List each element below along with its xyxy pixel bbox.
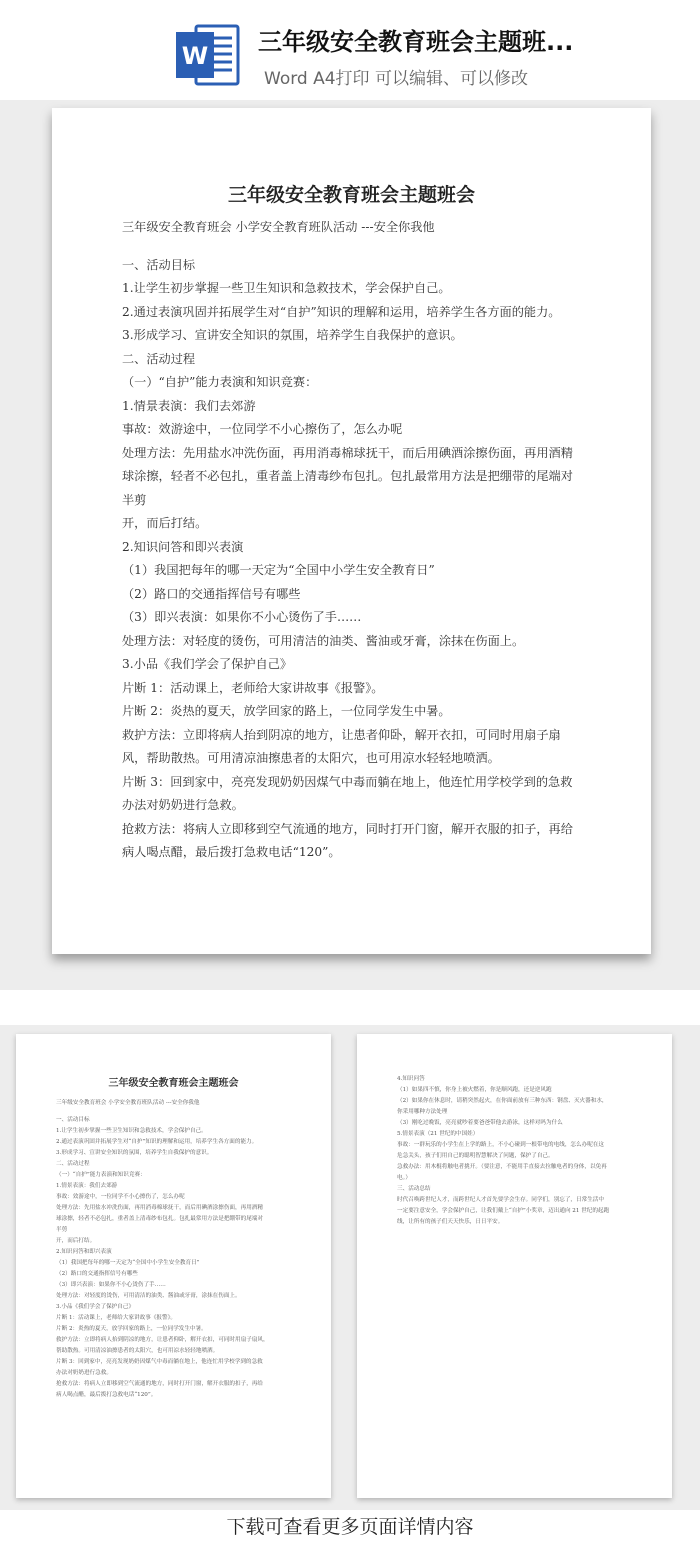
thumb-line: 2.知识问答和即兴表演	[56, 1249, 112, 1255]
thumb-line: 3.形成学习、宣讲安全知识的氛围，培养学生自我保护的意识。	[56, 1150, 213, 1156]
thumb-line: 抢救方法：将病人立即移到空气流通的地方，同时打开门窗，解开衣服的扣子，再给	[56, 1381, 263, 1387]
thumb-line: （3）即兴表演：如果你不小心烫伤了手……	[56, 1282, 166, 1288]
thumb-line: 一定要注意安全，学会保护自己，让我们戴上“自护”小奖章，迈出通向 21 世纪的起跑	[397, 1208, 610, 1214]
thumb-line: 片断 1：活动课上，老师给大家讲故事《报警》。	[56, 1315, 177, 1321]
thumb-body	[397, 1074, 637, 1228]
word-doc-icon	[174, 22, 240, 88]
thumbnail-page-2[interactable]	[357, 1034, 672, 1498]
doc-line: 2.通过表演巩固并拓展学生对“自护”知识的理解和运用，培养学生各方面的能力。	[122, 304, 561, 319]
doc-line: 处理方法：对轻度的烫伤，可用清洁的油类、酱油或牙膏，涂抹在伤面上。	[122, 633, 525, 648]
thumb-line: 半剪	[56, 1227, 68, 1233]
doc-line: 片断 1：活动课上，老师给大家讲故事《报警》。	[122, 680, 384, 695]
thumb-line: （1）如果四不慎，你身上被火燃着，你是顺风跑，还是逆风跑	[397, 1087, 552, 1093]
thumb-line: 二、活动过程	[56, 1161, 90, 1167]
thumb-line: 1.让学生初步掌握一些卫生知识和急救技术，学会保护自己。	[56, 1128, 207, 1134]
download-more-text[interactable]: 下载可查看更多页面详情内容	[0, 1510, 700, 1557]
thumb-line: （2）如果你在休息时，请稍突然起火，在你面前放有三种东西：钢盘、灭火器和水，	[397, 1098, 608, 1104]
doc-line: 处理方法：先用盐水冲洗伤面，再用消毒棉球抚干，而后用碘酒涂擦伤面，再用酒精球涂擦，轻者不必包扎，重者盖上清毒纱布包扎。包扎最常用方法是把绷带的尾端对半剪	[122, 445, 573, 507]
thumb-line: 危急关头，孩子们用自己的聪明智慧解决了问题，保护了自己。	[397, 1153, 554, 1159]
thumb-line: （1）我国把每年的哪一天定为“全国中小学生安全教育日”	[56, 1260, 200, 1266]
thumb-line: 三年级安全教育班会 小学安全教育班队活动 ---安全你我他	[56, 1100, 200, 1106]
doc-line: 开，而后打结。	[122, 516, 208, 530]
thumb-line: （2）路口的交通指挥信号有哪些	[56, 1271, 138, 1277]
doc-line: 抢救方法：将病人立即移到空气流通的地方，同时打开门窗，解开衣服的扣子，再给病人喝点醋，最后拨打急救电话“120”。	[122, 821, 573, 859]
thumb-line: 办法对奶奶进行急救。	[56, 1370, 112, 1376]
thumb-line: （一）“自护”能力表演和知识竞赛：	[56, 1172, 146, 1178]
thumb-line: 片断 3：回到家中，亮亮发现奶奶因煤气中毒而躺在地上，他连忙用学校学到的急救	[56, 1359, 263, 1365]
header	[0, 0, 700, 100]
page-subtitle: Word A4打印 可以编辑、可以修改	[264, 69, 528, 89]
thumb-line: 1.情景表演：我们去郊游	[56, 1183, 118, 1189]
doc-line: （3）即兴表演：如果你不小心烫伤了手……	[122, 610, 362, 624]
thumb-title: 三年级安全教育班会主题班会	[108, 1078, 239, 1089]
doc-line: 片断 2：炎热的夏天，放学回家的路上，一位同学发生中暑。	[122, 704, 451, 718]
thumb-line: 三、活动总结	[397, 1186, 431, 1192]
doc-line: （1）我国把每年的哪一天定为“全国中小学生安全教育日”	[122, 563, 435, 577]
thumb-body	[56, 1098, 296, 1401]
separator	[0, 990, 700, 1025]
thumb-line: 5.情景表演（21 世纪的中国娃）	[397, 1131, 479, 1137]
thumb-line: 片断 2：炎热的夏天，放学回家的路上，一位同学发生中暑。	[56, 1326, 207, 1332]
thumbnail-page-1[interactable]	[16, 1034, 331, 1498]
doc-line: 二、活动过程	[122, 351, 196, 366]
doc-line: 1.情景表演：我们去郊游	[122, 398, 256, 413]
thumb-line: 电。）	[397, 1175, 411, 1181]
doc-line: 事故：效游途中，一位同学不小心擦伤了，怎么办呢	[122, 422, 403, 436]
thumb-line: 急救办法：用木棍将触电者挑开。（要注意，不能用手直接去拉触电者的身体，以免再	[397, 1164, 607, 1170]
doc-line: （一）“自护”能力表演和知识竞赛：	[122, 375, 318, 389]
page-title: 三年级安全教育班会主题班...	[258, 28, 574, 56]
doc-line: 一、活动目标	[122, 257, 196, 272]
thumb-line: 你采用哪种方法处理	[397, 1109, 448, 1115]
thumb-line: 帮助散热。可用清凉油擦患者的太阳穴，也可用凉水轻轻地喷洒。	[56, 1348, 219, 1354]
doc-line: 3.小品《我们学会了保护自己》	[122, 657, 293, 671]
thumb-line: 处理方法：对轻度的烫伤，可用清洁的油类、酱油或牙膏，涂抹在伤面上。	[56, 1293, 241, 1299]
thumb-line: 病人喝点醋，最后拨打急救电话“120”。	[56, 1392, 157, 1398]
doc-line: 救护方法：立即将病人抬到阴凉的地方，让患者仰卧，解开衣扣，可同时用扇子扇风，帮助散热。可用清凉油擦患者的太阳穴，也可用凉水轻轻地喷洒。	[122, 727, 561, 765]
thumb-line: 3.小品《我们学会了保护自己》	[56, 1304, 135, 1310]
thumb-line: 时代召唤跨世纪人才，而跨世纪人才首先要学会生存。同学们，别忘了，日常生活中	[397, 1197, 604, 1203]
thumb-line: 4.知识问答	[397, 1076, 425, 1082]
thumb-line: 一、活动目标	[56, 1117, 90, 1123]
thumb-line: 处理方法：先用盐水冲洗伤面，再用消毒棉球抚干，而后用碘酒涂擦伤面，再用酒精	[56, 1205, 263, 1211]
document-title: 三年级安全教育班会主题班会	[227, 184, 475, 206]
thumb-line: 事故：一群玩乐的小学生在上学的路上，不小心碰到一根带电的电线，怎么办呢在这	[397, 1142, 604, 1148]
doc-line: 3.形成学习、宣讲安全知识的氛围，培养学生自我保护的意识。	[122, 328, 463, 342]
thumb-line: 球涂擦，轻者不必包扎，重者盖上清毒纱布包扎。包扎最常用方法是把绷带的尾端对	[56, 1216, 263, 1222]
thumb-line: 救护方法：立即将病人抬到阴凉的地方，让患者仰卧，解开衣扣，可同时用扇子扇风，	[56, 1337, 269, 1343]
thumb-line: 事故：效游途中，一位同学不小心擦伤了，怎么办呢	[56, 1194, 185, 1200]
document-body	[122, 216, 584, 865]
document-page-1	[52, 108, 651, 954]
doc-line: （2）路口的交通指挥信号有哪些	[122, 586, 301, 601]
doc-line: 1.让学生初步掌握一些卫生知识和急救技术，学会保护自己。	[122, 281, 451, 295]
thumb-line: 线，让所有的孩子们天天快乐，日日平安。	[397, 1219, 504, 1225]
doc-line: 2.知识问答和即兴表演	[122, 539, 244, 554]
thumb-line: 2.通过表演巩固并拓展学生对“自护”知识的理解和运用，培养学生各方面的能力。	[56, 1139, 258, 1145]
doc-line: 三年级安全教育班会 小学安全教育班队活动 ---安全你我他	[122, 220, 435, 234]
word-letter: W	[181, 42, 209, 70]
thumb-line: 开，而后打结。	[56, 1238, 96, 1244]
doc-line: 片断 3：回到家中，亮亮发现奶奶因煤气中毒而躺在地上，他连忙用学校学到的急救办法对奶奶进行急救。	[122, 774, 573, 812]
thumb-line: （3）刚吃过晚饭，亮亮就吵着要爸爸带他去游泳，这样对吗为什么	[397, 1120, 563, 1126]
